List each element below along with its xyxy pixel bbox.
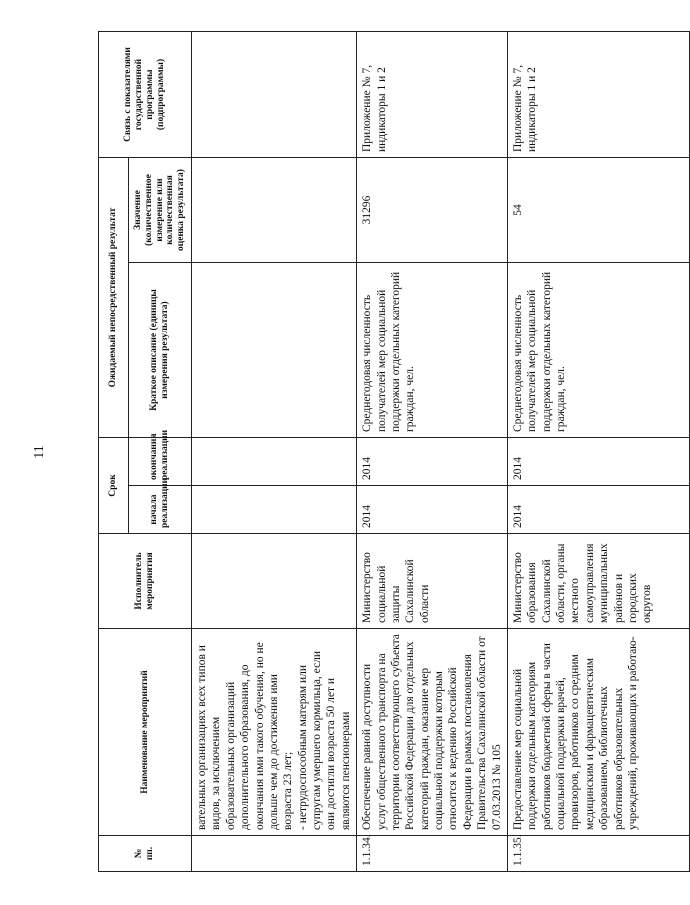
row-name: вательных организациях всех типов и видов, за исключением образовательных организаций дополнительного образования, до окончания ими такого обучения, но не дольше чем до достижения ими возраста 23 лет; - нетрудоспособным матерям или супругам умершего кормильца, если они достигли возраста 50 лет и являются пенсионерами [192,629,357,836]
row-value: 54 [507,158,689,263]
row-link: Приложение № 7, индикаторы 1 и 2 [357,32,508,158]
page-number: 11 [32,445,47,459]
row-executor [192,534,357,629]
row-num: 1.1.34. [357,836,508,872]
header-term: Срок [99,438,129,534]
row-value: 31296 [357,158,508,263]
row-desc: Среднегодовая численность получателей мер социальной поддержки отдельных категорий граждан, чел. [357,263,508,438]
header-term-end: окончания реализации [129,438,192,486]
header-name: Наименование мероприятий [99,629,192,836]
header-result-value: Значение (количественное измерение или количественная оценка результата) [129,158,192,263]
table-row [192,32,357,872]
header-link: Связь с показателями государственной программы (подпрограммы) [99,32,192,158]
header-executor: Исполнитель мероприятия [99,534,192,629]
header-term-start: начала реализации [129,486,192,534]
table-row [357,32,508,872]
row-start [192,486,357,534]
row-link [192,32,357,158]
row-end [192,438,357,486]
row-end: 2014 [507,438,689,486]
table-row [507,32,689,872]
row-executor: Министерство социальной защиты Сахалинской области [357,534,508,629]
row-name: Предоставление мер социальной поддержки отдельным категориям работников бюджетной сферы в части социальной поддержки врачей, провизоров, работников со средним медицинским и фармацевтическим образованием, библиотечных работников образовательных учреждений, проживающих и работаю- [507,629,689,836]
header-result: Ожидаемый непосредственный результат [99,158,129,438]
header-result-desc: Краткое описание (единицы измерения результата) [129,263,192,438]
row-num: 1.1.35. [507,836,689,872]
row-executor: Министерство образования Сахалинской области, органы местного самоуправления муниципальных районов и городских округов [507,534,689,629]
row-num [192,836,357,872]
row-end: 2014 [357,438,508,486]
row-value [192,158,357,263]
row-desc [192,263,357,438]
header-num: № пп. [99,836,192,872]
row-desc: Среднегодовая численность получателей мер социальной поддержки отдельных категорий граждан, чел. [507,263,689,438]
measures-table [98,31,690,872]
row-name: Обеспечение равной доступности услуг общественного транспорта на территории соответствующего субъекта Российской Федерации для отдельных категорий граждан, оказание мер социальной поддержки которым относится к ведению Российской Федерации в рамках постановления Правительства Сахалинской области от 07.03.2013 № 105 [357,629,508,836]
row-link: Приложение № 7, индикаторы 1 и 2 [507,32,689,158]
rotated-document [98,32,678,872]
row-start: 2014 [507,486,689,534]
row-start: 2014 [357,486,508,534]
